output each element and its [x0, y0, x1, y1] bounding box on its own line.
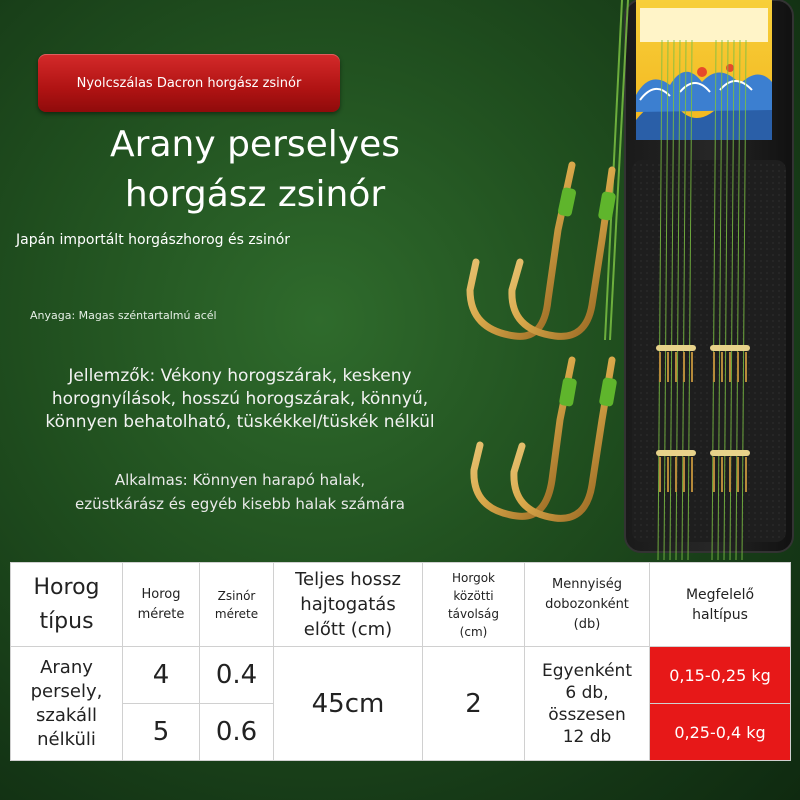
cell-hook-size-2: 5 — [123, 704, 200, 761]
tackle-box — [625, 0, 793, 552]
material-text: Anyaga: Magas széntartalmú acél — [30, 309, 217, 322]
header-fish-type: Megfelelő haltípus — [650, 563, 791, 647]
product-badge — [38, 54, 340, 112]
suitable-text — [30, 468, 450, 516]
features-line-1: Jellemzők: Vékony horogszárak, keskeny — [68, 366, 412, 386]
suitable-line-2: ezüstkárász és egyéb kisebb halak számára — [75, 495, 405, 513]
badge-label: Nyolcszálas Dacron horgász zsinór — [76, 75, 302, 91]
header-hook-type: Horog típus — [11, 563, 123, 647]
cell-total-length: 45cm — [274, 647, 423, 761]
page-title — [70, 120, 440, 220]
title-line-1: Arany perselyes — [110, 124, 400, 165]
cell-line-size-1: 0.4 — [200, 647, 274, 704]
features-line-2: horognyílások, hosszú horogszárak, könnyű, — [51, 389, 429, 409]
gold-hooks — [470, 165, 612, 518]
cell-fish-type-1: 0,15-0,25 kg — [650, 647, 791, 704]
cell-hook-type: Arany persely, szakáll nélküli — [11, 647, 123, 761]
features-text — [10, 365, 470, 434]
header-hook-size: Horog mérete — [123, 563, 200, 647]
title-line-2: horgász zsinór — [124, 174, 386, 215]
header-total-length: Teljes hossz hajtogatás előtt (cm) — [274, 563, 423, 647]
suitable-line-1: Alkalmas: Könnyen harapó halak, — [114, 471, 366, 489]
header-quantity: Mennyiség dobozonként (db) — [525, 563, 650, 647]
cell-hook-size-1: 4 — [123, 647, 200, 704]
cell-quantity: Egyenként 6 db, összesen 12 db — [525, 647, 650, 761]
table-header-row — [11, 563, 791, 647]
cell-hook-spacing: 2 — [423, 647, 525, 761]
cell-fish-type-2: 0,25-0,4 kg — [650, 704, 791, 761]
header-hook-spacing: Horgok közötti távolság (cm) — [423, 563, 525, 647]
spec-table — [10, 562, 791, 761]
header-line-size: Zsinór mérete — [200, 563, 274, 647]
table-row — [11, 647, 791, 704]
subtitle: Japán importált horgászhorog és zsinór — [16, 232, 291, 248]
features-line-3: könnyen behatolható, tüskékkel/tüskék nélkül — [45, 412, 435, 432]
product-illustration — [440, 0, 800, 560]
cell-line-size-2: 0.6 — [200, 704, 274, 761]
